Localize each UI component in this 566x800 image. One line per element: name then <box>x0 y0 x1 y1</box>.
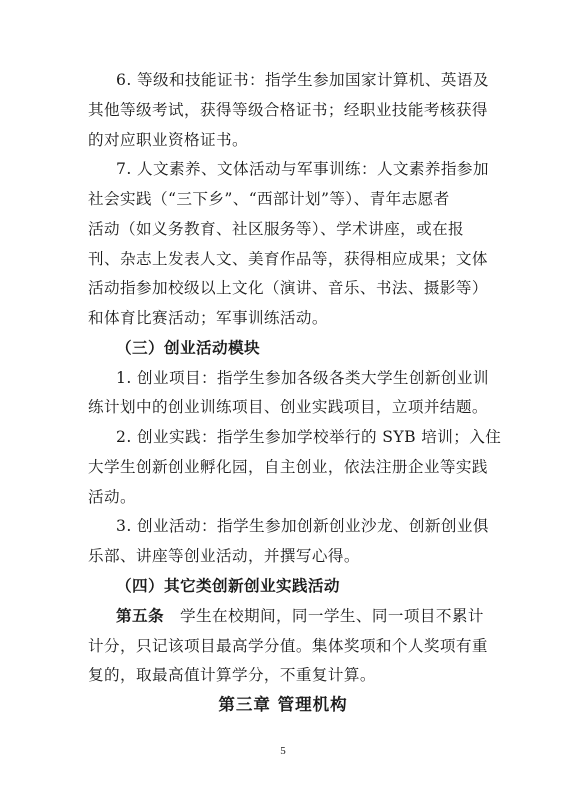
para-7-line-2: 社会实践（“三下乡”、“西部计划”等）、青年志愿者 <box>88 190 450 208</box>
entrepreneurship-1-line-1: 1. 创业项目：指学生参加各级各类大学生创新创业训 <box>116 369 489 387</box>
para-7-line-4: 刊、杂志上发表人文、美育作品等，获得相应成果；文体 <box>88 250 488 268</box>
para-7-line-1: 7. 人文素养、文体活动与军事训练：人文素养指参加 <box>116 160 489 178</box>
section-3-heading: （三）创业活动模块 <box>116 338 260 357</box>
page-number: 5 <box>280 745 286 757</box>
para-7-line-3: 活动（如义务教育、社区服务等）、学术讲座，或在报 <box>88 220 465 238</box>
article-5-line-2: 计分，只记该项目最高学分值。集体奖项和个人奖项有重 <box>88 637 488 655</box>
entrepreneurship-1-line-2: 练计划中的创业训练项目、创业实践项目，立项并结题。 <box>88 398 488 416</box>
para-6-line-3: 的对应职业资格证书。 <box>88 131 248 149</box>
article-5-line-1 <box>116 606 488 626</box>
article-5-line-3: 复的，取最高值计算学分，不重复计算。 <box>88 666 376 684</box>
entrepreneurship-3-line-2: 乐部、讲座等创业活动，并撰写心得。 <box>88 547 360 565</box>
section-4-heading: （四）其它类创新创业实践活动 <box>116 576 340 595</box>
chapter-3-title: 第三章 管理机构 <box>218 695 348 714</box>
para-7-line-5: 活动指参加校级以上文化（演讲、音乐、书法、摄影等） <box>88 279 488 297</box>
entrepreneurship-2-line-2: 大学生创新创业孵化园，自主创业，依法注册企业等实践 <box>88 458 488 476</box>
entrepreneurship-2-line-3: 活动。 <box>88 488 136 506</box>
para-6-line-1: 6. 等级和技能证书：指学生参加国家计算机、英语及 <box>116 71 489 89</box>
para-6-line-2: 其他等级考试，获得等级合格证书；经职业技能考核获得 <box>88 101 488 119</box>
entrepreneurship-2-line-1: 2. 创业实践：指学生参加学校举行的 SYB 培训；入住 <box>116 428 502 446</box>
article-5-label: 第五条 <box>116 606 164 625</box>
para-7-line-6: 和体育比赛活动；军事训练活动。 <box>88 309 328 327</box>
entrepreneurship-3-line-1: 3. 创业活动：指学生参加创新创业沙龙、创新创业俱 <box>116 517 489 535</box>
article-5-text: 学生在校期间，同一学生、同一项目不累计 <box>163 607 484 625</box>
